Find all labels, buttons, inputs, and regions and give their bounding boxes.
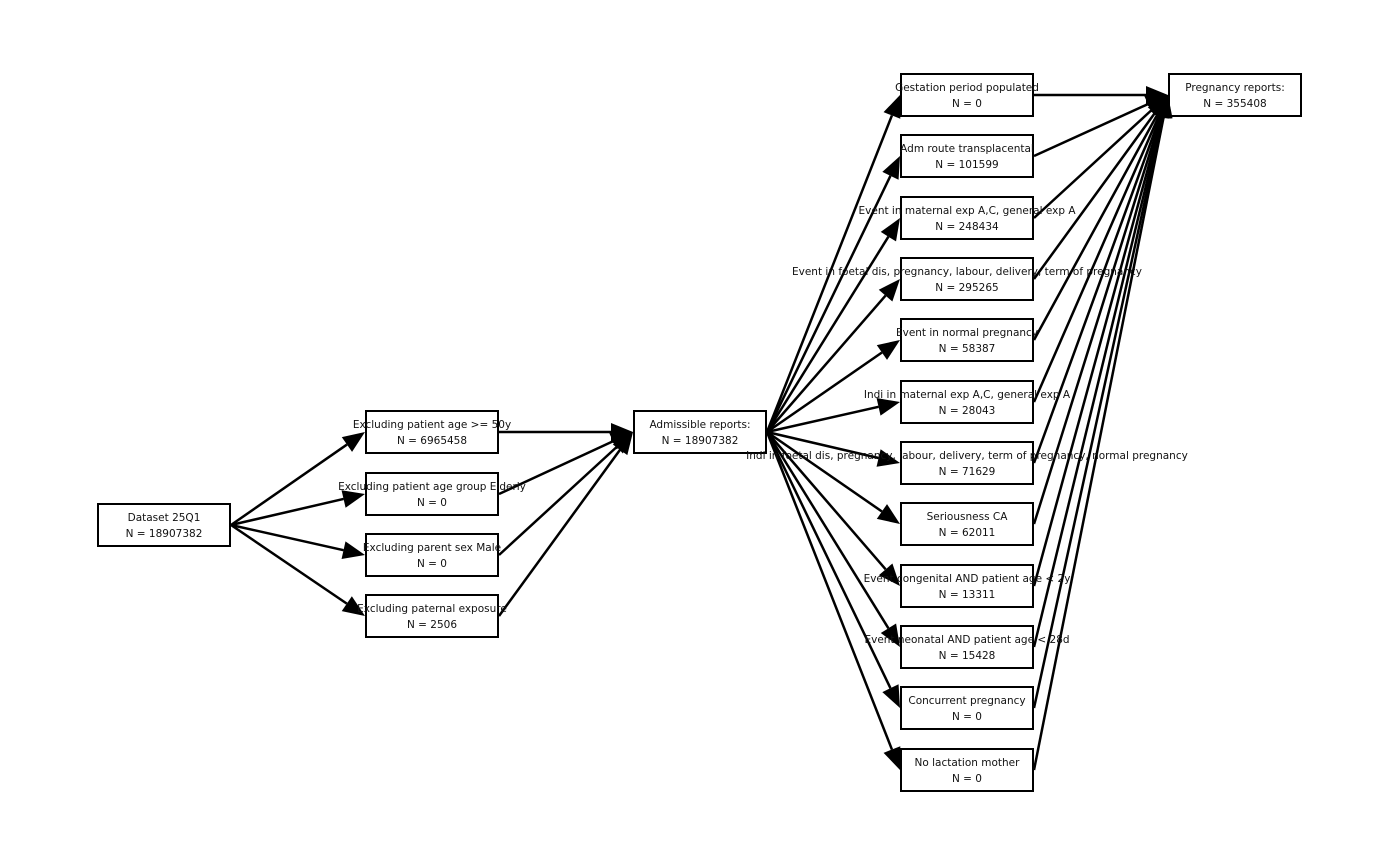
edge-exclude_parent_male-to-admissible <box>499 447 617 555</box>
node-adm-route-count: N = 101599 <box>935 158 999 171</box>
node-exclude-paternal-label: Excluding paternal exposure <box>357 602 507 615</box>
node-seriousness-count: N = 62011 <box>938 526 996 539</box>
node-seriousness <box>900 502 1034 546</box>
node-exclude-elderly <box>338 472 526 516</box>
node-exclude-parent-male <box>362 533 502 577</box>
node-gestation-label: Gestation period populated <box>895 81 1039 94</box>
node-dataset-count: N = 18907382 <box>125 527 203 540</box>
node-gestation <box>895 73 1039 117</box>
node-admissible-label: Admissible reports: <box>649 418 751 431</box>
node-exclude-elderly-label: Excluding patient age group Elderly <box>338 480 526 493</box>
node-indi-maternal-label: Indi in maternal exp A,C, general exp A <box>863 388 1071 401</box>
node-event-neonatal-label: Event neonatal AND patient age < 28d <box>864 633 1070 646</box>
node-event-neonatal-count: N = 15428 <box>938 649 996 662</box>
node-concurrent-label: Concurrent pregnancy <box>908 694 1026 707</box>
node-dataset-label: Dataset 25Q1 <box>127 511 201 524</box>
node-pregnancy-reports-count: N = 355408 <box>1203 97 1267 110</box>
edge-event_neonatal-to-pregnancy_reports <box>1034 116 1163 647</box>
node-event-foetal-count: N = 295265 <box>935 281 999 294</box>
node-event-foetal <box>792 257 1142 301</box>
node-indi-maternal <box>863 380 1071 424</box>
edge-admissible-to-no_lactation <box>767 432 892 750</box>
arrowhead-admissible-to-no_lactation <box>884 746 901 770</box>
arrowhead-admissible-to-event_normal <box>877 340 900 360</box>
node-event-normal <box>895 318 1039 362</box>
arrowhead-admissible-to-gestation <box>884 95 901 119</box>
node-no-lactation-label: No lactation mother <box>914 756 1020 769</box>
node-exclude-parent-male-label: Excluding parent sex Male <box>362 541 502 554</box>
node-indi-foetal <box>746 441 1188 485</box>
node-event-normal-label: Event in normal pregnancy <box>895 326 1039 339</box>
node-seriousness-label: Seriousness CA <box>926 510 1008 523</box>
node-exclude-parent-male-count: N = 0 <box>416 557 447 570</box>
node-event-normal-count: N = 58387 <box>938 342 996 355</box>
node-exclude-age-50 <box>352 410 512 454</box>
node-exclude-elderly-count: N = 0 <box>416 496 447 509</box>
node-exclude-paternal-count: N = 2506 <box>406 618 458 631</box>
node-exclude-paternal <box>357 594 507 638</box>
node-concurrent-count: N = 0 <box>951 710 982 723</box>
node-event-foetal-label: Event in foetal dis, pregnancy, labour, delivery, term of pregnancy <box>792 265 1142 278</box>
node-dataset <box>97 503 231 547</box>
node-indi-maternal-count: N = 28043 <box>938 404 996 417</box>
node-adm-route <box>900 134 1034 178</box>
arrowhead-admissible-to-event_maternal <box>881 218 900 241</box>
arrowhead-dataset-to-exclude_age_50 <box>342 432 365 452</box>
node-event-congenital-label: Event congenital AND patient age < 2y <box>863 572 1071 585</box>
node-no-lactation-count: N = 0 <box>951 772 982 785</box>
edge-event_congenital-to-pregnancy_reports <box>1034 116 1162 586</box>
node-exclude-age-50-count: N = 6965458 <box>396 434 468 447</box>
node-event-maternal-label: Event in maternal exp A,C, general exp A <box>858 204 1076 217</box>
edge-admissible-to-concurrent <box>767 432 890 688</box>
node-event-congenital-count: N = 13311 <box>938 588 996 601</box>
node-indi-foetal-count: N = 71629 <box>938 465 996 478</box>
node-adm-route-label: Adm route transplacental <box>900 142 1034 155</box>
arrowhead-admissible-to-seriousness <box>877 504 900 524</box>
node-no-lactation <box>900 748 1034 792</box>
node-exclude-age-50-label: Excluding patient age >= 50y <box>352 418 512 431</box>
node-indi-foetal-label: Indi in foetal dis, pregnancy, labour, delivery, term of pregnancy, normal pregnancy <box>746 449 1188 462</box>
arrowhead-dataset-to-exclude_parent_male <box>342 541 365 559</box>
node-pregnancy-reports <box>1168 73 1302 117</box>
node-gestation-count: N = 0 <box>951 97 982 110</box>
node-event-maternal <box>858 196 1076 240</box>
node-event-neonatal <box>864 625 1070 669</box>
edge-dataset-to-exclude_age_50 <box>231 445 347 525</box>
node-admissible-count: N = 18907382 <box>661 434 739 447</box>
edge-indi_foetal-to-pregnancy_reports <box>1034 116 1160 463</box>
edge-exclude_paternal-to-admissible <box>499 450 620 616</box>
node-event-congenital <box>863 564 1071 608</box>
node-event-maternal-count: N = 248434 <box>935 220 999 233</box>
node-concurrent <box>900 686 1034 730</box>
node-pregnancy-reports-label: Pregnancy reports: <box>1185 81 1285 94</box>
